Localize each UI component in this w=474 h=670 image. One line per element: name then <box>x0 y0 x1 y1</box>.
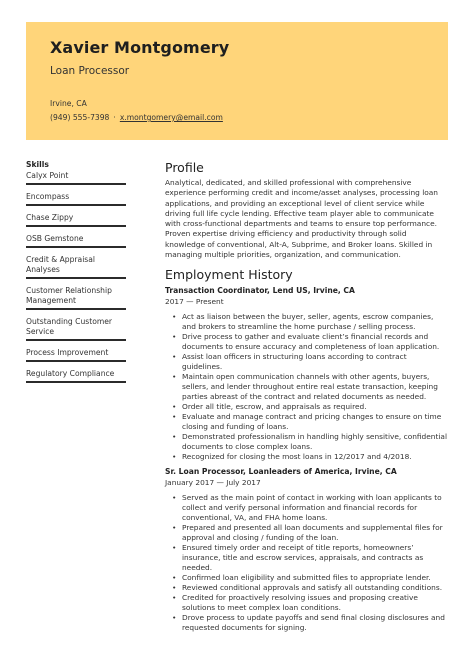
job-bullet: • Prepared and presented all loan documents and supplemental files for approval and closing / funding of the loan. <box>165 523 448 543</box>
main-column <box>165 160 448 633</box>
job-bullet: • Served as the main point of contact in working with loan applicants to collect and verify personal information and financial records for conventional, VA, and FHA home loans. <box>165 493 448 523</box>
job-entry <box>165 467 448 633</box>
job-bullets <box>165 493 448 633</box>
job-bullet: • Evaluate and manage contract and pricing changes to ensure on time closing and funding of loans. <box>165 412 448 432</box>
job-bullet: • Act as liaison between the buyer, seller, agents, escrow companies, and brokers to streamline the home purchase / selling process. <box>165 312 448 332</box>
job-entry <box>165 286 448 462</box>
email-link[interactable]: x.montgomery@email.com <box>119 113 223 122</box>
skills-section <box>26 160 126 390</box>
job-bullet: • Credited for proactively resolving issues and proposing creative solutions to meet complex loan conditions. <box>165 593 448 613</box>
candidate-title: Loan Processor <box>50 65 130 77</box>
job-dates: January 2017 — July 2017 <box>165 478 261 488</box>
contact-line <box>50 113 223 122</box>
job-bullet: • Maintain open communication channels with other agents, buyers, sellers, and lender throughout entire real estate transaction, keeping parties abreast of the contract and related documents as needed. <box>165 372 448 402</box>
candidate-location: Irvine, CA <box>50 99 87 108</box>
skill-item: Regulatory Compliance <box>26 369 126 383</box>
job-bullet: • Recognized for closing the most loans in 12/2017 and 4/2018. <box>165 452 448 462</box>
skill-item: Encompass <box>26 192 126 206</box>
skill-item: Customer Relationship Management <box>26 286 126 310</box>
contact-separator: · <box>113 113 116 122</box>
job-bullet: • Reviewed conditional approvals and satisfy all outstanding conditions. <box>165 583 448 593</box>
job-bullet: • Confirmed loan eligibility and submitted files to appropriate lender. <box>165 573 448 583</box>
job-bullet: • Order all title, escrow, and appraisals as required. <box>165 402 448 412</box>
candidate-name: Xavier Montgomery <box>50 38 230 57</box>
profile-heading: Profile <box>165 160 204 175</box>
job-title: Transaction Coordinator, Lend US, Irvine, CA <box>165 286 355 296</box>
job-bullet: • Drive process to gather and evaluate client’s financial records and documents to ensure accuracy and completeness of loan application. <box>165 332 448 352</box>
skills-heading: Skills <box>26 160 49 169</box>
skill-item: Outstanding Customer Service <box>26 317 126 341</box>
job-bullets <box>165 312 448 462</box>
skill-item: Process Improvement <box>26 348 126 362</box>
job-dates: 2017 — Present <box>165 297 224 307</box>
skill-item: Calyx Point <box>26 171 126 185</box>
job-title: Sr. Loan Processor, Loanleaders of America, Irvine, CA <box>165 467 397 477</box>
skill-item: OSB Gemstone <box>26 234 126 248</box>
job-bullet: • Drove process to update payoffs and send final closing disclosures and requested documents for signing. <box>165 613 448 633</box>
job-bullet: • Ensured timely order and receipt of title reports, homeowners’ insurance, title and escrow services, appraisals, and contracts as needed. <box>165 543 448 573</box>
profile-text: Analytical, dedicated, and skilled professional with comprehensive experience performing credit and income/asset analyses, processing loan applications, and providing an exceptional level of client service while driving full life cycle lending. Effective team player able to communicate with cross-functional departments and teams to ensure top performance. Proven expertise driving efficiency and productivity through solid knowledge of conventional, Alt-A, Subprime, and Broker loans. Skilled in managing multiple priorities, organization, and communication. <box>165 178 438 260</box>
skill-item: Chase Zippy <box>26 213 126 227</box>
resume-header <box>26 22 448 140</box>
skill-item: Credit & Appraisal Analyses <box>26 255 126 279</box>
phone-number: (949) 555-7398 <box>50 113 110 122</box>
job-bullet: • Demonstrated professionalism in handling highly sensitive, confidential documents to close complex loans. <box>165 432 448 452</box>
job-bullet: • Assist loan officers in structuring loans according to contract guidelines. <box>165 352 448 372</box>
employment-heading: Employment History <box>165 267 293 283</box>
